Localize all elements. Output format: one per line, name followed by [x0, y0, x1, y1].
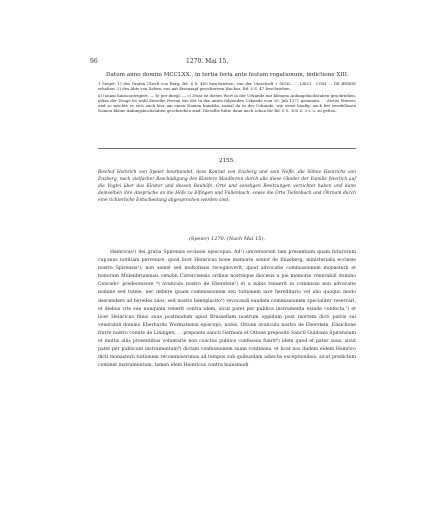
document-dateline: (Speier) 1270. (Nach Mai 15).	[188, 236, 266, 242]
summary-text: Bischof Heinrich von Speier beurkundet, dass Konrad von Enzberg und sein Neffe, die Söhne Heinrichs von Enzberg, nach vielfacher Beschädigung des Klosters Maulbronn durch alle diese Glieder der Familie feierlich auf die Vogtei über das Kloster und dessen Bauhöfe, Orte und sonstigen Besitzungen verzichtet haben und dann demselben ihre Ansprüche an die Höfe zu Elfingen und Füllenbach, sowie die Orte Tiefenbach und Öhrnam durch eine richterliche Entscheidung abgesprochen worden sind.	[98, 170, 356, 203]
page-header	[90, 58, 352, 68]
footnotes	[98, 81, 356, 114]
section-divider	[98, 148, 356, 149]
document-body	[98, 249, 356, 370]
datum-line: Datum anno domini MCCLXX., in tertia feria ante festum rogationum, indictione XIII.	[106, 72, 349, 78]
footnote-seals: 1 Siegel: 1) des Grafen Ulrich von Berg, Bd. 6 S. 400 beschrieben, von der Umschrift † SIGIL. . . LRICI . COM . . DE BERGE erhalten. 2) des Abts von Salem, aus mit Eisenzapf gesichertem Wachse, Bd. 5 S. 47 beschrieben.	[98, 81, 356, 92]
header-date: 1270. Mai 15.	[186, 58, 229, 65]
page-number: 96	[90, 58, 98, 65]
document-number: 2155.	[218, 158, 235, 164]
document-summary	[98, 169, 356, 204]
body-paragraph: Heinricus¹) dei gratia Spirensis ecclesie episcopus. Ad¹) universorum tam presentium quam futurorum cup:mus notitiam pervenire, quod licet Heinricus bone memorie senior de Enzeberg, ministerialis ecclesie nostre Spirensis²), non semel sed multotiens recognoverit, quod advocatie commissionem monasterii et bonorum Mulenbrunensis cenobii Cisterciensis ordinis nostreque diocesis a pie memorie venerabili domino Conrado¹ predecessore ⁴) avunculo nostro de Eberstein⁵) et a nobis tenuerit in commisso non advocatie nomine sed tutele, nec debere ipsam commissionem seu tuitionem iure hereditario vel alio quoquo modo descendere ad heredes suos, sed nostro beneplacito⁶) revocandi eandem commissionem specialiter reservari, et diebus vite sue nunquam venerit contra idem, sicut patet per publica instrumenta exinde confecta,⁷) et licet Heinricus filius suus postmodum apud Brussellam nostrum oppidum post mortem dicti patris sui venerabili domino Eberhardo Wormatiensi episcopo, nobis, Ottone avunculo nostro de Eberstein, Ensichone fratre nostro comite de Liningen, . . preposito sancti Germani et Ottone preposito Sancti Guidonis Spirensium et multis aliis presentibus voluntarie non coactus publice confessus fuerit⁸) idem quod et pater suus, sicut patet per publicum instrumentum⁹) dictam confessionem suam continens, et licet nos ibidem eidem Heinrico dicti monasterii tuitionem recommiserimus ad tempus sub quibusdam adiectis exceptionibus, sicut predictum continet instrumentum, tamen idem Heinricus contra huiusmodi	[98, 250, 356, 369]
footnote-text-notes: a) (unum hinzicontrigiert. — b) per dnegl. — c) Zwar ist dieses Wort in der Urkunde mit kleinem Anfangsbuchstaben geschrieben, allein der Zeuge ist wohl dieselbe Person wie der in der unten folgenden Urkunde vom 20. Juli 1271 genannte: . . dictus Sturrer, und so möchte es sich auch hier um einen Namen handeln, zumal da in der Urkunde, wie sonst häufig, auch bei zweifellosen Namen kleine Anfangsbuchstaben geschrieben sind. Dieselbe hätte dann auch schon für Bd. 6 S. 100 Z. 3 v. o. zu gelten.	[98, 92, 356, 114]
